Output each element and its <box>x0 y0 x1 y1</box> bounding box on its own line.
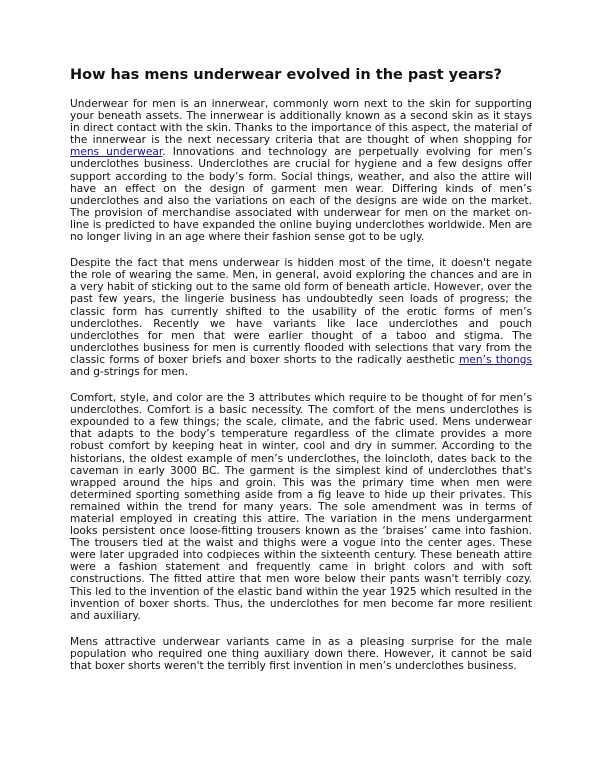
article-body <box>70 98 532 686</box>
mens-underwear-link[interactable]: mens underwear <box>70 146 163 159</box>
paragraph-2-text-b: and g-strings for men. <box>70 365 188 378</box>
mens-thongs-link[interactable]: men’s thongs <box>459 353 532 366</box>
paragraph-1-text-b: . Innovations and technology are perpetually evolving for men’s underclothes business. Underclothes are crucial for hygiene and a few designs offer support according to the body’s form. Social things, weather, and also the attire will have an effect on the design of garment men wear. Differing kinds of men’s underclothes and also the variations on each of the designs are wide on the market. The provision of merchandise associated with underwear for men on the market on-line is predicted to have expanded the online buying underclothes worldwide. Men are no longer living in an age where their fashion sense got to be ugly. <box>70 146 532 244</box>
paragraph-2-text-a: Despite the fact that mens underwear is hidden most of the time, it doesn't negate the role of wearing the same. Men, in general, avoid exploring the chances and are in a very habit of sticking out to the same old form of beneath article. However, over the past few years, the lingerie business has undoubtedly seen loads of progress; the classic form has currently shifted to the usability of the erotic forms of men’s underclothes. Recently we have variants like lace underclothes and pouch underclothes for men that were earlier thought of a taboo and stigma. The underclothes business for men is currently flooded with selections that vary from the classic forms of boxer briefs and boxer shorts to the radically aesthetic <box>70 257 532 366</box>
paragraph-1-text-a: Underwear for men is an innerwear, commonly worn next to the skin for supporting your beneath assets. The innerwear is additionally known as a second skin as it stays in direct contact with the skin. Thanks to the importance of this aspect, the material of the innerwear is the next necessary criteria that are thought of when shopping for <box>70 98 532 147</box>
paragraph-3: Comfort, style, and color are the 3 attributes which require to be thought of for men’s underclothes. Comfort is a basic necessity. The comfort of the mens underclothes is expounded to a few things; the scale, climate, and the fabric used. Mens underwear that adapts to the body’s temperature regardless of the climate provides a more robust comfort by keeping heat in winter, cool and dry in summer. According to the historians, the oldest example of men’s underclothes, the loincloth, dates back to the caveman in early 3000 BC. The garment is the simplest kind of underclothes that's wrapped around the hips and groin. This was the primary time when men were determined sporting something aside from a fig leave to hide up their privates. This remained within the trend for many years. The sole amendment was in terms of material employed in creating this attire. The variation in the mens undergarment looks persistent once loose-fitting trousers known as the ‘braises’ came into fashion. The trousers tied at the waist and thighs were a vogue into the center ages. These were later upgraded into codpieces within the sixteenth century. These beneath attire were a fashion statement and frequently came in bright colors and with soft constructions. The fitted attire that men wore below their pants wasn't terribly cozy. This led to the invention of the elastic band within the year 1925 which resulted in the invention of boxer shorts. Thus, the underclothes for men become far more resilient and auxiliary. <box>70 392 532 622</box>
paragraph-4: Mens attractive underwear variants came in as a pleasing surprise for the male population who required one thing auxiliary down there. However, it cannot be said that boxer shorts weren't the terribly first invention in men’s underclothes business. <box>70 635 532 673</box>
paragraph-1 <box>70 98 532 243</box>
paragraph-2 <box>70 257 532 378</box>
article-title: How has mens underwear evolved in the past years? <box>70 67 502 83</box>
